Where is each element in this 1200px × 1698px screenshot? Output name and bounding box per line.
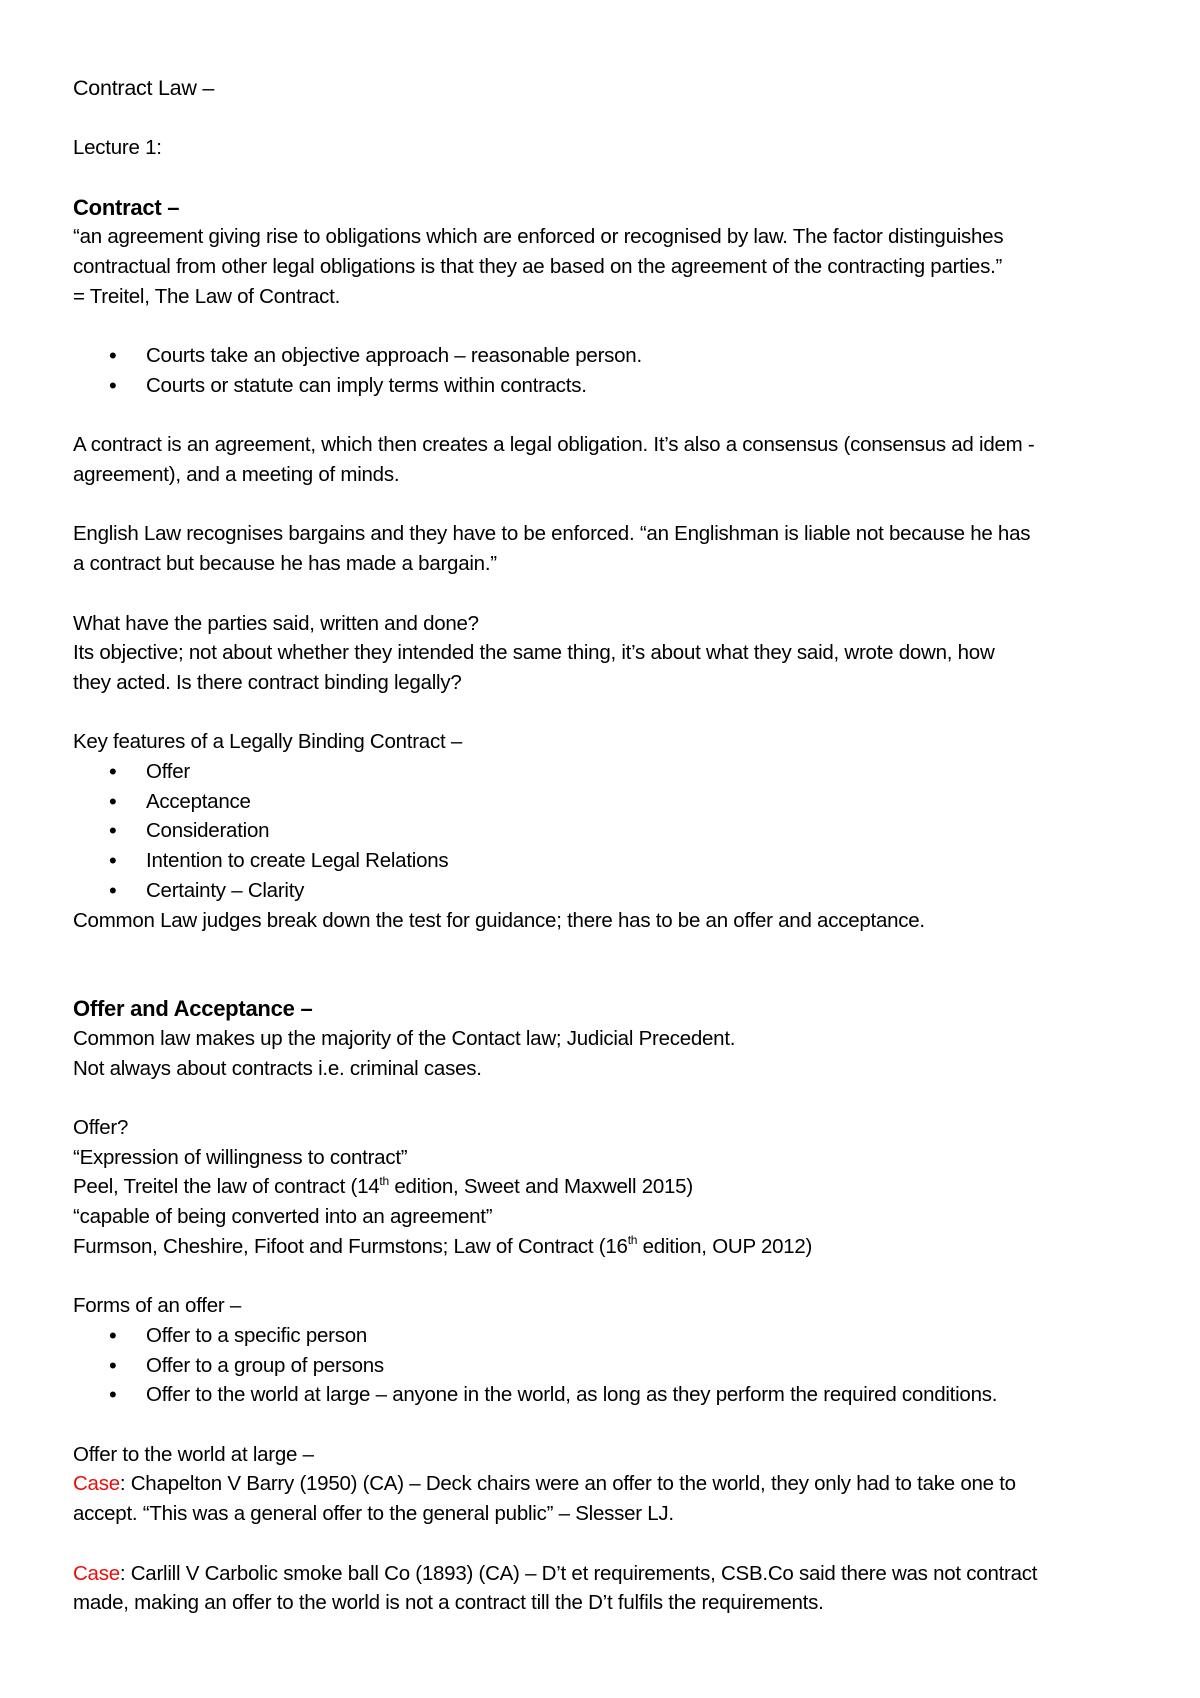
list-item: • Offer to the world at large – anyone in the world, as long as they perform the required conditions.: [73, 1380, 1143, 1410]
paragraph-line: English Law recognises bargains and they have to be enforced. “an Englishman is liable not because he has: [73, 522, 1031, 546]
document-page: [73, 74, 1143, 1618]
reference: Peel, Treitel the law of contract (14th edition, Sweet and Maxwell 2015): [73, 1173, 693, 1199]
offer-question: Offer?: [73, 1116, 129, 1140]
forms-list: [73, 1321, 1143, 1410]
list-item: • Consideration: [73, 816, 1143, 846]
paragraph-line: Its objective; not about whether they intended the same thing, it’s about what they said, wrote down, how: [73, 641, 995, 665]
case-label: Case: [73, 1561, 120, 1585]
list-item: • Intention to create Legal Relations: [73, 846, 1143, 876]
list-item: • Certainty – Clarity: [73, 876, 1143, 906]
list-item: • Offer to a specific person: [73, 1321, 1143, 1351]
paragraph-line: Common law makes up the majority of the Contact law; Judicial Precedent.: [73, 1026, 736, 1050]
case-line: accept. “This was a general offer to the general public” – Slesser LJ.: [73, 1502, 674, 1526]
court-approach-list: [73, 341, 1143, 400]
paragraph-line: they acted. Is there contract binding legally?: [73, 670, 462, 694]
list-item: • Offer to a group of persons: [73, 1351, 1143, 1381]
list-item: • Offer: [73, 757, 1143, 787]
quote: “capable of being converted into an agreement”: [73, 1205, 493, 1229]
forms-intro: Forms of an offer –: [73, 1294, 242, 1318]
case-line: made, making an offer to the world is not a contract till the D’t fulfils the requirements.: [73, 1591, 824, 1615]
paragraph-line: agreement), and a meeting of minds.: [73, 463, 400, 487]
quote: “Expression of willingness to contract”: [73, 1145, 408, 1169]
features-note: Common Law judges break down the test for guidance; there has to be an offer and acceptance.: [73, 908, 925, 932]
paragraph-line: Not always about contracts i.e. criminal cases.: [73, 1056, 482, 1080]
definition-line-1: “an agreement giving rise to obligations which are enforced or recognised by law. The factor distinguishes: [73, 225, 1004, 249]
paragraph-line: What have the parties said, written and done?: [73, 611, 479, 635]
definition-line-2: contractual from other legal obligations is that they ae based on the agreement of the contracting parties.”: [73, 255, 1003, 279]
paragraph-line: a contract but because he has made a bargain.”: [73, 552, 497, 576]
paragraph-line: A contract is an agreement, which then creates a legal obligation. It’s also a consensus (consensus ad idem -: [73, 433, 1035, 457]
definition-source: = Treitel, The Law of Contract.: [73, 284, 341, 308]
list-item: • Courts take an objective approach – reasonable person.: [73, 341, 1143, 371]
offer-acceptance-heading: Offer and Acceptance –: [73, 996, 313, 1022]
features-intro: Key features of a Legally Binding Contract –: [73, 730, 462, 754]
document-title: Contract Law –: [73, 76, 215, 100]
list-item: • Acceptance: [73, 787, 1143, 817]
case-label: Case: [73, 1472, 120, 1496]
lecture-label: Lecture 1:: [73, 136, 162, 160]
list-item: • Courts or statute can imply terms within contracts.: [73, 371, 1143, 401]
world-intro: Offer to the world at large –: [73, 1442, 314, 1466]
contract-heading: Contract –: [73, 194, 180, 220]
case-line: Case: Chapelton V Barry (1950) (CA) – Deck chairs were an offer to the world, they only had to take one to: [73, 1472, 1016, 1496]
features-list: [73, 757, 1143, 906]
case-line: Case: Carlill V Carbolic smoke ball Co (1893) (CA) – D’t et requirements, CSB.Co said there was not contract: [73, 1561, 1038, 1585]
reference: Furmson, Cheshire, Fifoot and Furmstons; Law of Contract (16th edition, OUP 2012): [73, 1233, 813, 1258]
